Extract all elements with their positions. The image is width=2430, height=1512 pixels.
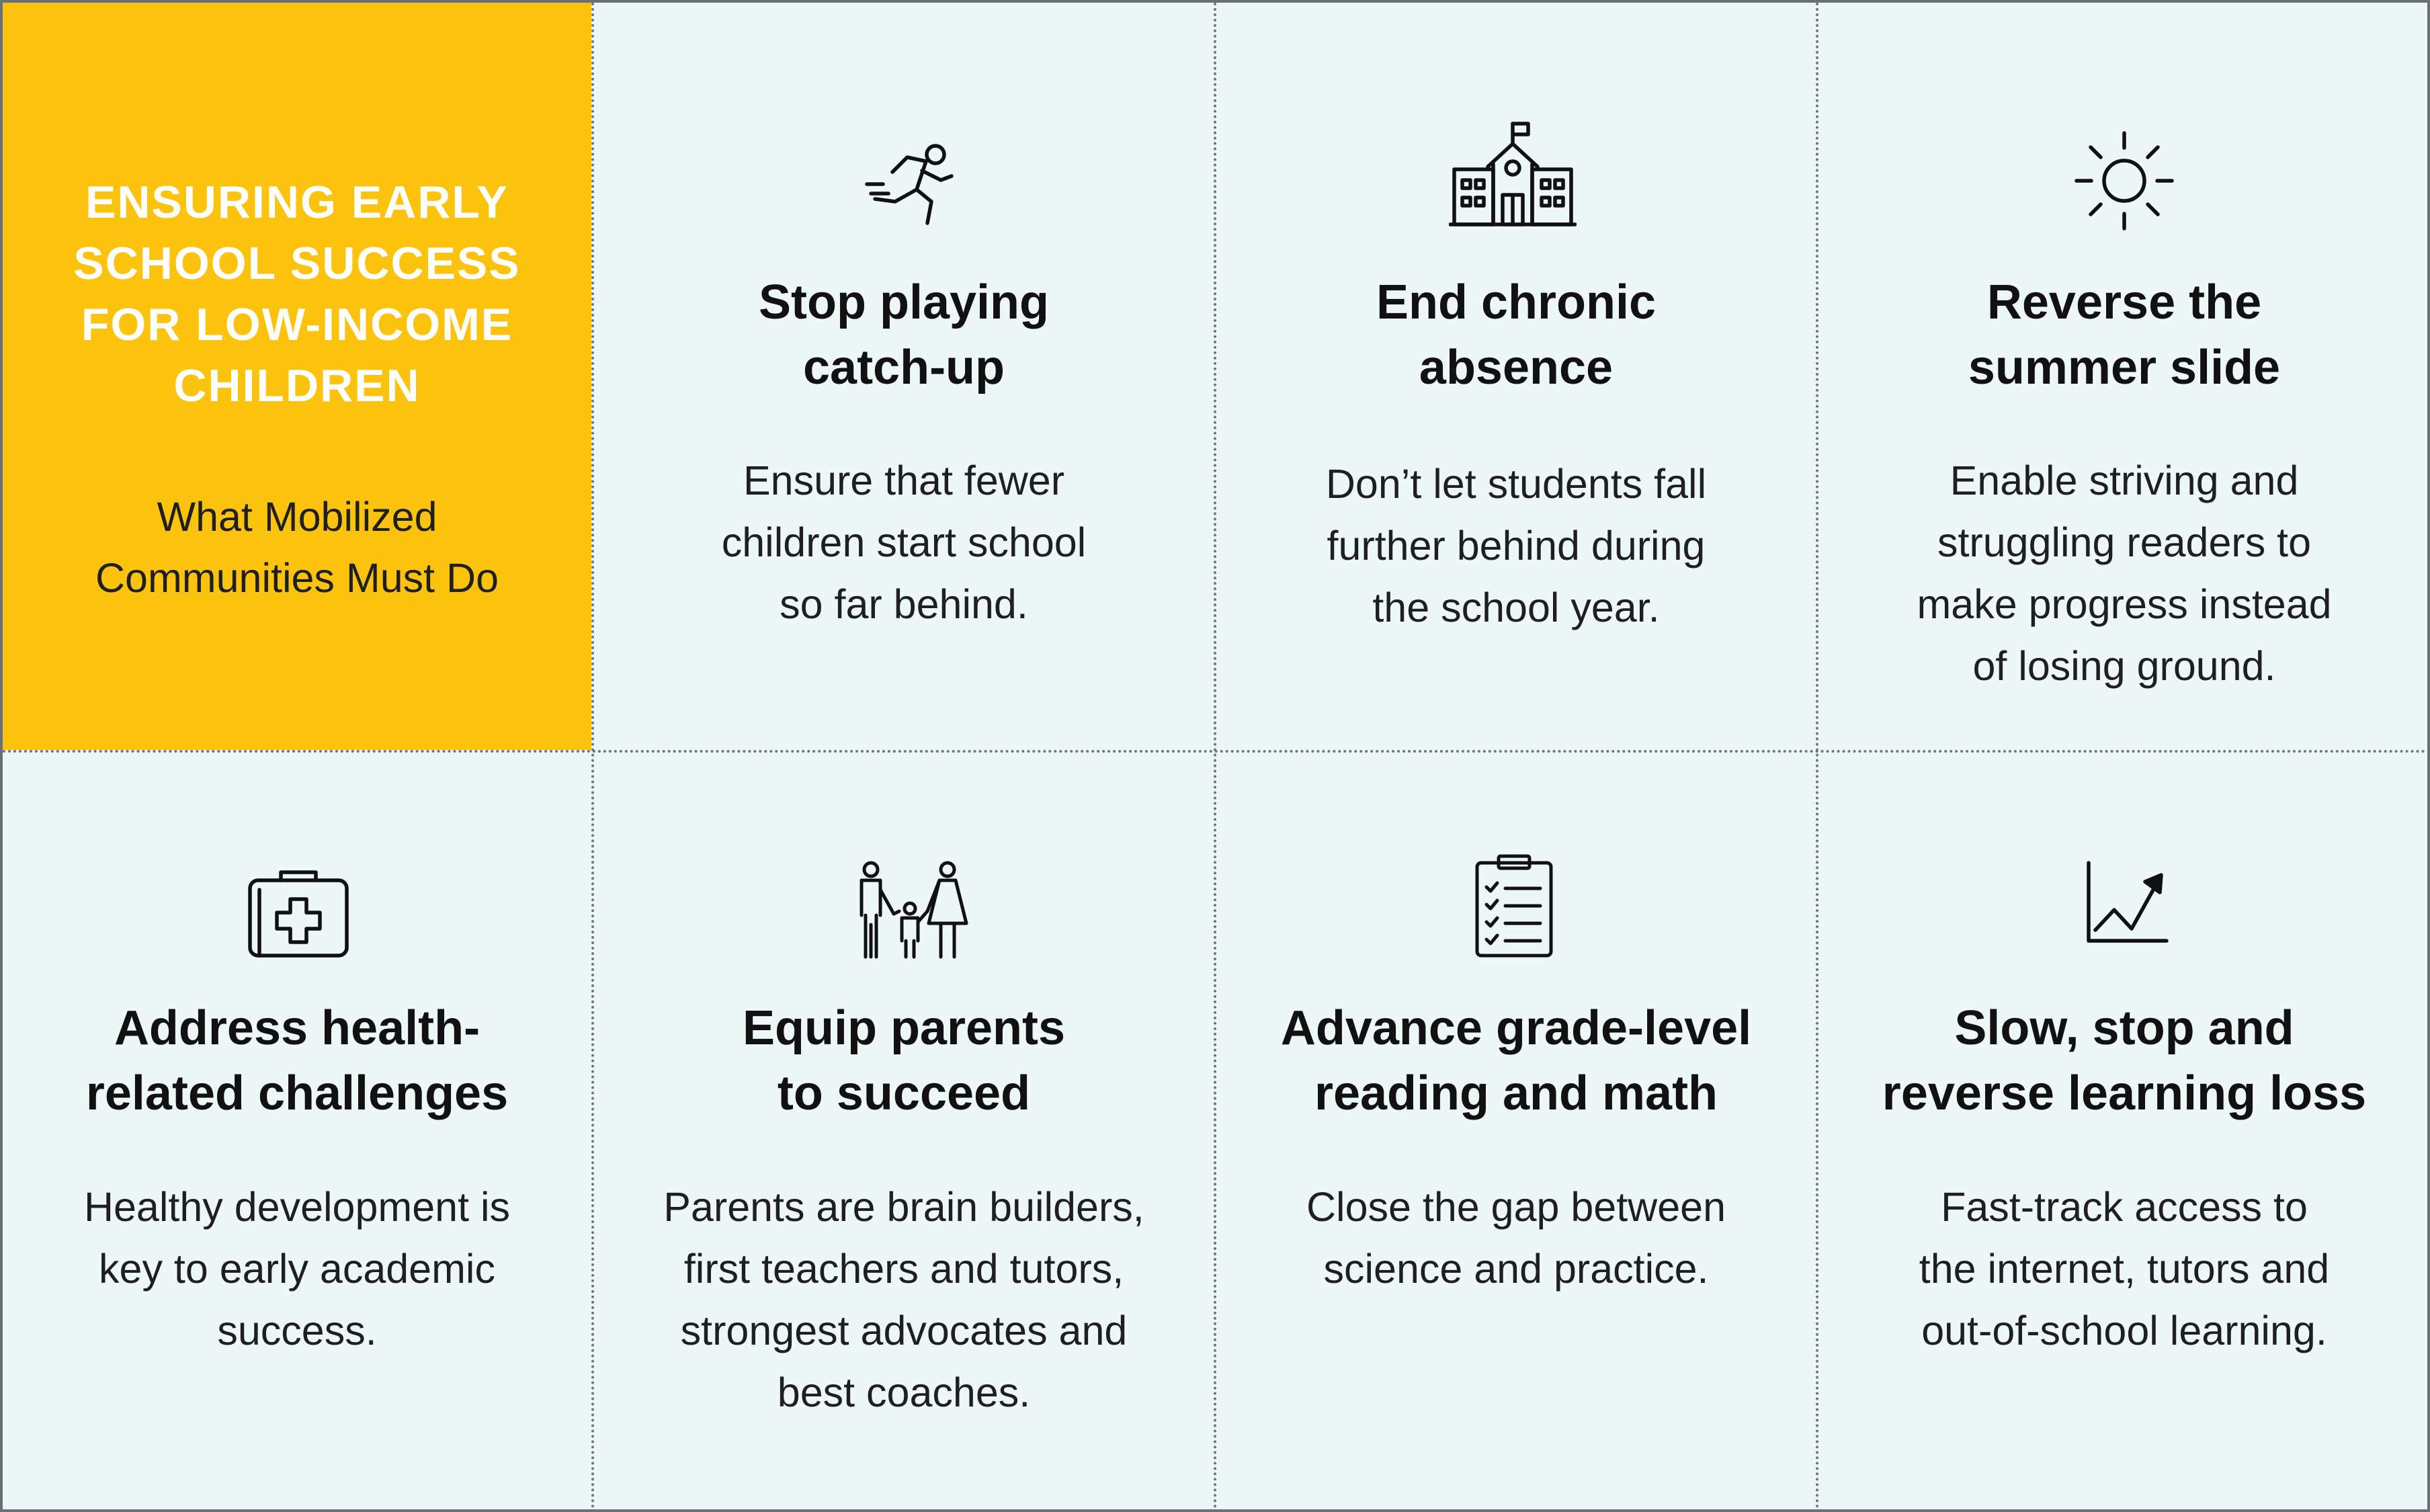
cell-text-line: of losing ground. [1972, 643, 2276, 689]
cell-advance-reading-math [1216, 753, 1816, 1512]
cell-text-line: further behind during [1327, 523, 1706, 569]
cell-title-line: Reverse the [1986, 276, 2262, 329]
cell-text-line: the school year. [1372, 585, 1660, 630]
cell-end-chronic-absence [1216, 3, 1816, 750]
cell-title-line: Slow, stop and [1954, 1001, 2294, 1055]
cell-text-line: Don’t let students fall [1325, 461, 1707, 507]
cell-title-line: absence [1419, 341, 1614, 394]
intro-subtitle [3, 487, 591, 609]
cell-text [1216, 453, 1816, 638]
cell-text [1818, 1176, 2430, 1361]
intro-subtitle-line: What Mobilized [157, 494, 437, 540]
cell-text-line: Healthy development is [83, 1184, 511, 1230]
cell-title [3, 996, 591, 1126]
cell-title [1818, 996, 2430, 1126]
first-aid-kit-icon [246, 867, 351, 961]
cell-text-line: make progress instead [1917, 581, 2332, 627]
cell-title-line: to succeed [777, 1066, 1031, 1120]
cell-text [594, 1176, 1214, 1423]
cell-text-line: first teachers and tutors, [683, 1246, 1124, 1292]
cell-text [3, 1176, 591, 1361]
cell-text-line: Parents are brain builders, [663, 1184, 1144, 1230]
cell-text [594, 450, 1214, 635]
cell-title-line: catch-up [802, 341, 1005, 394]
cell-text-line: Fast-track access to [1941, 1184, 2308, 1230]
cell-title [1818, 270, 2430, 401]
vertical-divider [1816, 3, 1818, 1509]
cell-title-line: Address health- [114, 1001, 480, 1055]
cell-title-line: reverse learning loss [1882, 1066, 2367, 1120]
cell-reverse-summer-slide [1818, 3, 2430, 750]
cell-text-line: out-of-school learning. [1921, 1308, 2327, 1353]
cell-title [1216, 270, 1816, 401]
clipboard-checklist-icon [1472, 852, 1556, 960]
cell-title-line: summer slide [1968, 341, 2281, 394]
cell-text-line: best coaches. [777, 1370, 1031, 1415]
cell-title [594, 996, 1214, 1126]
cell-title-line: Advance grade-level [1280, 1001, 1752, 1055]
intro-title-line: FOR LOW-INCOME [81, 299, 513, 350]
cell-text-line: success. [217, 1308, 377, 1353]
cell-text-line: science and practice. [1323, 1246, 1709, 1292]
cell-text [1216, 1176, 1816, 1300]
cell-title-line: Equip parents [742, 1001, 1066, 1055]
cell-title [594, 270, 1214, 401]
cell-text-line: Ensure that fewer [743, 458, 1065, 503]
intro-title-line: SCHOOL SUCCESS [73, 238, 521, 289]
cell-text-line: struggling readers to [1937, 519, 2312, 565]
vertical-divider [591, 3, 594, 1509]
cell-text-line: strongest advocates and [680, 1308, 1128, 1353]
cell-title-line: related challenges [85, 1066, 509, 1120]
cell-reverse-learning-loss [1818, 753, 2430, 1512]
cell-text-line: children start school [721, 519, 1087, 565]
vertical-divider [1214, 3, 1216, 1509]
cell-text [1818, 450, 2430, 697]
cell-title [1216, 996, 1816, 1126]
intro-title-line: ENSURING EARLY [85, 177, 509, 228]
school-building-icon [1449, 120, 1577, 230]
family-icon [849, 860, 970, 961]
intro-panel [3, 3, 591, 750]
cell-text-line: the internet, tutors and [1919, 1246, 2330, 1292]
intro-title-line: CHILDREN [173, 360, 421, 411]
cell-equip-parents [594, 753, 1214, 1512]
cell-title-line: Stop playing [759, 276, 1049, 329]
trend-up-chart-icon [2083, 859, 2171, 946]
cell-text-line: Enable striving and [1950, 458, 2299, 503]
cell-text-line: so far behind. [780, 581, 1028, 627]
running-person-icon [863, 137, 964, 238]
cell-text-line: Close the gap between [1306, 1184, 1726, 1230]
sun-icon [2074, 130, 2175, 231]
cell-title-line: End chronic [1376, 276, 1657, 329]
cell-address-health-challenges [3, 753, 591, 1512]
cell-title-line: reading and math [1314, 1066, 1718, 1120]
intro-subtitle-line: Communities Must Do [95, 555, 499, 601]
cell-stop-playing-catch-up [594, 3, 1214, 750]
cell-text-line: key to early academic [99, 1246, 495, 1292]
intro-title [3, 172, 591, 417]
